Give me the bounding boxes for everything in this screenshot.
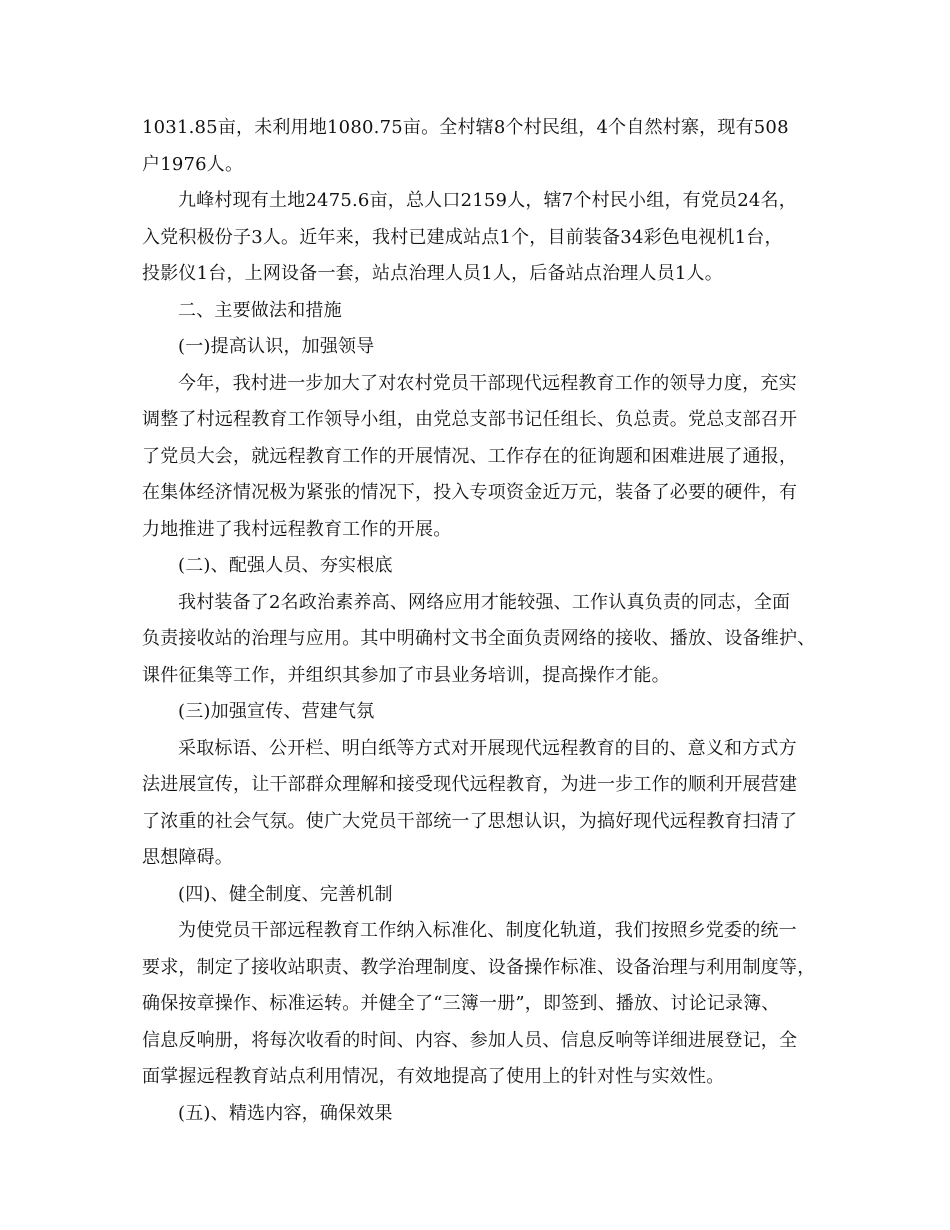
text-line: 面掌握远程教育站点利用情况，有效地提高了使用上的针对性与实效性。 xyxy=(142,1066,725,1087)
paragraph-start: 今年，我村进一步加大了对农村党员干部现代远程教育工作的领导力度，充实 xyxy=(178,372,797,394)
subsection-heading: (五)、精选内容，确保效果 xyxy=(178,1102,393,1124)
paragraph-start: 采取标语、公开栏、明白纸等方式对开展现代远程教育的目的、意义和方式方 xyxy=(178,737,797,759)
text-line: 负责接收站的治理与应用。其中明确村文书全面负责网络的接收、播放、设备维护、 xyxy=(142,628,816,649)
text-line: 在集体经济情况极为紧张的情况下，投入专项资金近万元，装备了必要的硬件，有 xyxy=(142,482,798,503)
text-line: 思想障碍。 xyxy=(142,847,233,868)
text-line: 了党员大会，就远程教育工作的开展情况、工作存在的征询题和困难进展了通报， xyxy=(142,445,798,467)
subsection-heading: (二)、配强人员、夯实根底 xyxy=(178,555,393,576)
text-line: 1031.85亩，未利用地1080.75亩。全村辖8个村民组，4个自然村寨，现有508 xyxy=(142,117,789,138)
paragraph-start: 为使党员干部远程教育工作纳入标准化、制度化轨道，我们按照乡党委的统一 xyxy=(178,920,797,941)
document-body xyxy=(142,116,820,1138)
text-line: 入党积极份子3人。近年来，我村已建成站点1个，目前装备34彩色电视机1台， xyxy=(142,226,783,248)
text-line: 确保按章操作、标准运转。并健全了“三簿一册”，即签到、播放、讨论记录簿、 xyxy=(142,993,780,1014)
paragraph-start: 九峰村现有土地2475.6亩，总人口2159人，辖7个村民小组，有党员24名， xyxy=(178,190,797,211)
paragraph-start: 我村装备了2名政治素养高、网络应用才能较强、工作认真负责的同志，全面 xyxy=(178,591,791,613)
text-line: 户1976人。 xyxy=(142,153,244,175)
text-line: 力地推进了我村远程教育工作的开展。 xyxy=(142,518,452,540)
text-line: 投影仪1台，上网设备一套，站点治理人员1人，后备站点治理人员1人。 xyxy=(142,263,723,284)
text-line: 了浓重的社会气氛。使广大党员干部统一了思想认识，为搞好现代远程教育扫清了 xyxy=(142,810,798,832)
subsection-heading: (四)、健全制度、完善机制 xyxy=(178,883,393,905)
text-line: 调整了村远程教育工作领导小组，由党总支部书记任组长、负总责。党总支部召开 xyxy=(142,409,798,430)
text-line: 法进展宣传，让干部群众理解和接受现代远程教育，为进一步工作的顺利开展营建 xyxy=(142,774,798,795)
section-heading: 二、主要做法和措施 xyxy=(178,299,342,321)
text-line: 信息反响册，将每次收看的时间、内容、参加人员、信息反响等详细进展登记，全 xyxy=(142,1029,798,1051)
subsection-heading: (一)提高认识，加强领导 xyxy=(178,336,375,357)
text-line: 课件征集等工作，并组织其参加了市县业务培训，提高操作才能。 xyxy=(142,664,670,686)
text-line: 要求，制定了接收站职责、教学治理制度、设备操作标准、设备治理与利用制度等， xyxy=(142,956,816,978)
subsection-heading: (三)加强宣传、营建气氛 xyxy=(178,701,375,722)
